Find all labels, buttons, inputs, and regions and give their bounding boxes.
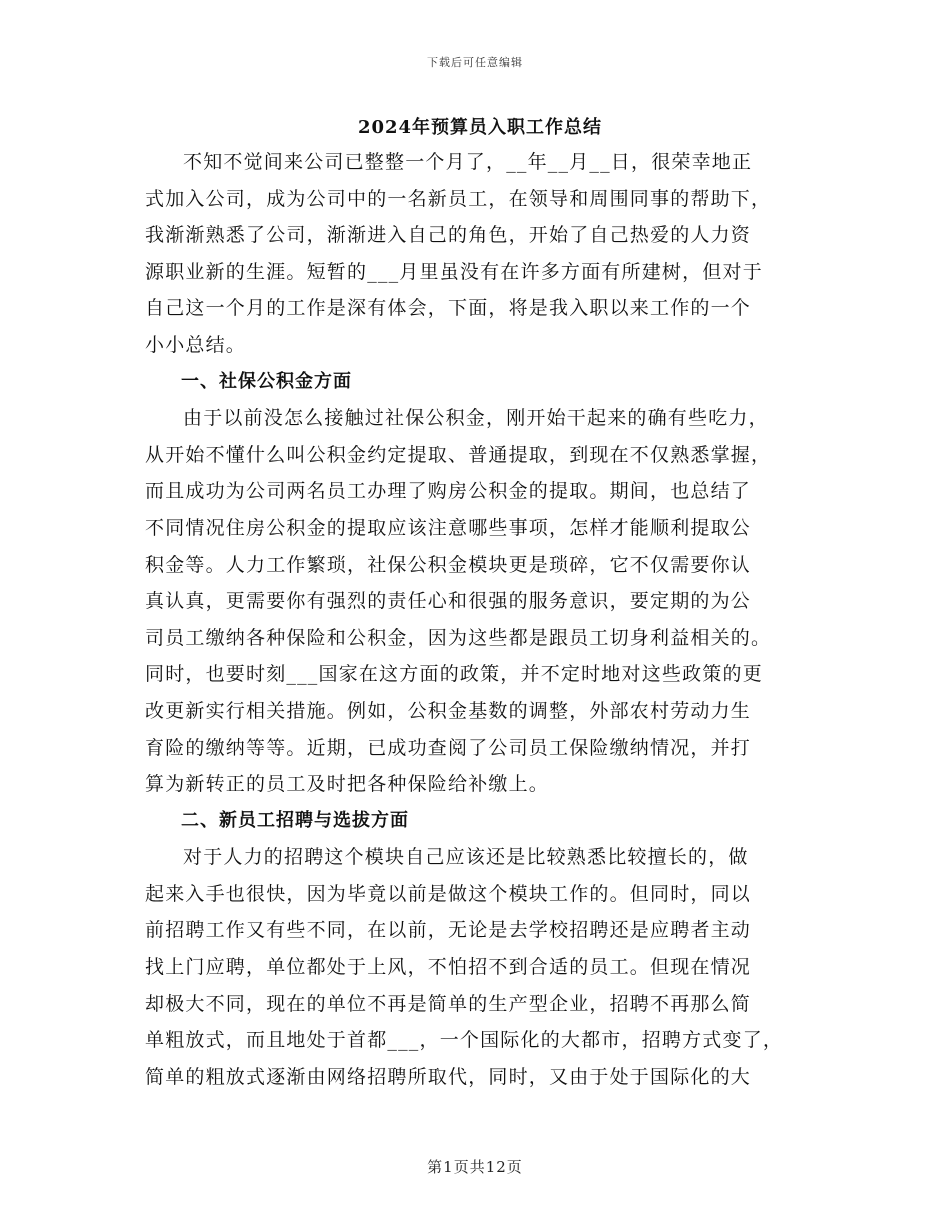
header-note: 下载后可任意编辑 — [427, 56, 523, 69]
text-line: 我渐渐熟悉了公司，渐渐进入自己的角色，开始了自己热爱的人力资 — [145, 224, 752, 247]
text-line: 小小总结。 — [145, 333, 247, 356]
text-line: 源职业新的生涯。短暂的___月里虽没有在许多方面有所建树，但对于 — [145, 260, 763, 283]
text-line: 由于以前没怎么接触过社保公积金，刚开始干起来的确有些吃力， — [183, 407, 769, 430]
section-paragraph-social-insurance — [145, 400, 815, 803]
section-heading-recruitment: 二、新员工招聘与选拔方面 — [181, 809, 409, 831]
text-line: 不同情况住房公积金的提取应该注意哪些事项，怎样才能顺利提取公 — [145, 516, 752, 539]
text-line: 从开始不懂什么叫公积金约定提取、普通提取，到现在不仅熟悉掌握， — [145, 443, 772, 466]
section-paragraph-recruitment — [145, 839, 815, 1095]
text-line: 育险的缴纳等等。近期，已成功查阅了公司员工保险缴纳情况，并打 — [145, 736, 752, 759]
text-line: 积金等。人力工作繁琐，社保公积金模块更是琐碎，它不仅需要你认 — [145, 553, 752, 576]
text-line: 式加入公司，成为公司中的一名新员工，在领导和周围同事的帮助下， — [145, 187, 772, 210]
section-heading-social-insurance: 一、社保公积金方面 — [181, 370, 352, 392]
text-line: 司员工缴纳各种保险和公积金，因为这些都是跟员工切身利益相关的。 — [145, 626, 772, 649]
text-line: 找上门应聘，单位都处于上风，不怕招不到合适的员工。但现在情况 — [145, 956, 752, 979]
text-line: 起来入手也很快，因为毕竟以前是做这个模块工作的。但同时，同以 — [145, 882, 752, 905]
text-line: 而且成功为公司两名员工办理了购房公积金的提取。期间，也总结了 — [145, 480, 752, 503]
text-line: 却极大不同，现在的单位不再是简单的生产型企业，招聘不再那么简 — [145, 992, 752, 1015]
text-line: 同时，也要时刻___国家在这方面的政策，并不定时地对这些政策的更 — [145, 663, 763, 686]
text-line: 算为新转正的员工及时把各种保险给补缴上。 — [145, 773, 550, 796]
text-line: 前招聘工作又有些不同，在以前，无论是去学校招聘还是应聘者主动 — [145, 919, 752, 942]
page-number-footer: 第1页共12页 — [427, 1158, 523, 1176]
text-line: 单粗放式，而且地处于首都___，一个国际化的大都市，招聘方式变了， — [145, 1029, 784, 1052]
intro-paragraph — [145, 144, 815, 364]
text-line: 改更新实行相关措施。例如，公积金基数的调整，外部农村劳动力生 — [145, 699, 752, 722]
text-line: 简单的粗放式逐渐由网络招聘所取代，同时，又由于处于国际化的大 — [145, 1065, 752, 1088]
text-line: 对于人力的招聘这个模块自己应该还是比较熟悉比较擅长的，做 — [183, 846, 749, 869]
document-page — [145, 112, 815, 1095]
text-line: 自己这一个月的工作是深有体会，下面，将是我入职以来工作的一个 — [145, 297, 752, 320]
text-line: 不知不觉间来公司已整整一个月了，__年__月__日，很荣幸地正 — [183, 151, 753, 173]
document-title: 2024年预算员入职工作总结 — [357, 117, 603, 138]
text-line: 真认真，更需要你有强烈的责任心和很强的服务意识，要定期的为公 — [145, 590, 752, 613]
